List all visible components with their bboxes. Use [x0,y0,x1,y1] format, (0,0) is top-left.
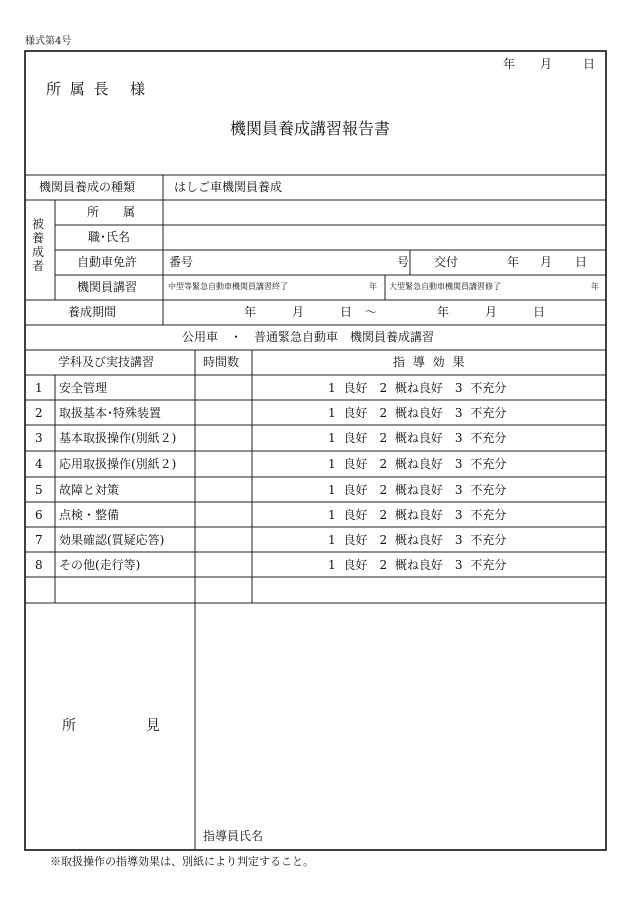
subject-number: 3 [35,431,43,445]
date-year-label: 年 [503,57,516,71]
subject-number: 4 [35,457,43,471]
period-end-day: 日 [533,305,546,319]
license-label: 自動車免許 [77,255,138,269]
name-label: 職･氏名 [88,230,131,244]
medium-course-year: 年 [369,282,377,291]
subject-name: 効果確認(質疑応答) [59,533,165,547]
subject-number: 7 [35,533,43,547]
trainee-group-label [29,217,47,273]
subject-name: その他(走行等) [59,558,141,572]
footnote: ※取扱操作の指導効果は、別紙により判定すること。 [50,855,314,868]
subject-number: 1 [35,381,43,395]
form-number: 様式第4号 [25,36,72,47]
license-year-label: 年 [507,255,520,269]
addressee-title: 所 属 長 [46,80,111,98]
effect-scale[interactable]: 1 良好 2 概ね良好 3 不充分 [328,457,507,471]
subject-name: 応用取扱操作(別紙２) [59,457,177,471]
subject-number: 8 [35,558,43,572]
instructor-name-field[interactable] [270,826,600,848]
effect-scale[interactable]: 1 良好 2 概ね良好 3 不充分 [328,381,507,395]
hours-cell[interactable] [196,401,252,424]
trainee-label-char: 者 [31,259,44,273]
effect-scale[interactable]: 1 良好 2 概ね良好 3 不充分 [328,533,507,547]
license-day-label: 日 [575,255,588,269]
name-field[interactable] [164,226,605,249]
hours-cell[interactable] [196,452,252,475]
effect-scale[interactable]: 1 良好 2 概ね良好 3 不充分 [328,483,507,497]
table-row [25,502,606,527]
subject-number: 2 [35,406,43,420]
effect-scale[interactable]: 1 良好 2 概ね良好 3 不充分 [328,558,507,572]
opinion-label-right: 見 [146,718,160,734]
license-number-field[interactable] [200,251,390,274]
hours-cell[interactable] [196,376,252,399]
license-number-suffix: 号 [397,255,410,269]
hours-cell[interactable] [196,478,252,501]
training-type-value: はしご車機関員養成 [174,180,283,194]
hours-column-header: 時間数 [203,355,240,369]
effect-column-header: 指 導 効 果 [393,355,467,369]
subject-name: 取扱基本･特殊装置 [59,406,162,420]
table-row [25,477,606,502]
trainee-label-char: 養 [31,231,44,245]
training-type-label: 機関員養成の種類 [39,180,136,194]
training-period-label: 養成期間 [68,305,117,319]
subject-number: 6 [35,508,43,522]
opinion-label-left: 所 [62,718,76,734]
hours-cell[interactable] [196,553,252,576]
addressee-honorific: 様 [130,80,146,98]
period-end-year: 年 [437,305,450,319]
license-issued-label: 交付 [434,255,459,269]
trainee-label-char: 成 [31,245,44,259]
period-separator: ～ [365,305,378,319]
table-row [25,527,606,552]
period-start-day: 日 [340,305,353,319]
hours-cell[interactable] [196,528,252,551]
subject-number: 5 [35,483,43,497]
table-row [25,451,606,476]
subject-name: 点検・整備 [59,508,120,522]
affiliation-field[interactable] [164,201,605,224]
hours-cell[interactable] [196,503,252,526]
period-start-year: 年 [244,305,257,319]
instructor-name-label: 指導員氏名 [203,829,264,843]
table-row [25,425,606,450]
table-row [25,552,606,577]
subject-name: 故障と対策 [59,483,120,497]
large-course-year: 年 [591,282,599,291]
effect-scale[interactable]: 1 良好 2 概ね良好 3 不充分 [328,508,507,522]
date-day-label: 日 [583,57,596,71]
date-month-label: 月 [540,57,553,71]
period-start-month: 月 [292,305,305,319]
table-row-blank[interactable] [25,577,606,602]
affiliation-label: 所 属 [87,205,136,219]
hours-cell[interactable] [196,426,252,449]
large-course-text: 大型緊急自動車機関員講習修了 [389,282,501,291]
subject-name: 安全管理 [59,381,108,395]
subject-column-header: 学科及び実技講習 [58,355,155,369]
trainee-label-char: 被 [31,217,44,231]
table-row [25,375,606,400]
document-title: 機関員養成講習報告書 [230,119,391,138]
license-number-prefix: 番号 [169,255,194,269]
subject-name: 基本取扱操作(別紙２) [59,431,177,445]
opinion-field[interactable] [197,605,604,825]
medium-course-text: 中型等緊急自動車機関員講習終了 [168,282,288,291]
license-month-label: 月 [540,255,553,269]
course-label: 機関員講習 [77,280,138,294]
effect-scale[interactable]: 1 良好 2 概ね良好 3 不充分 [328,406,507,420]
period-end-month: 月 [485,305,498,319]
table-row [25,400,606,425]
effect-scale[interactable]: 1 良好 2 概ね良好 3 不充分 [328,431,507,445]
vehicle-course-heading: 公用車 ・ 普通緊急自動車 機関員養成講習 [182,330,435,344]
